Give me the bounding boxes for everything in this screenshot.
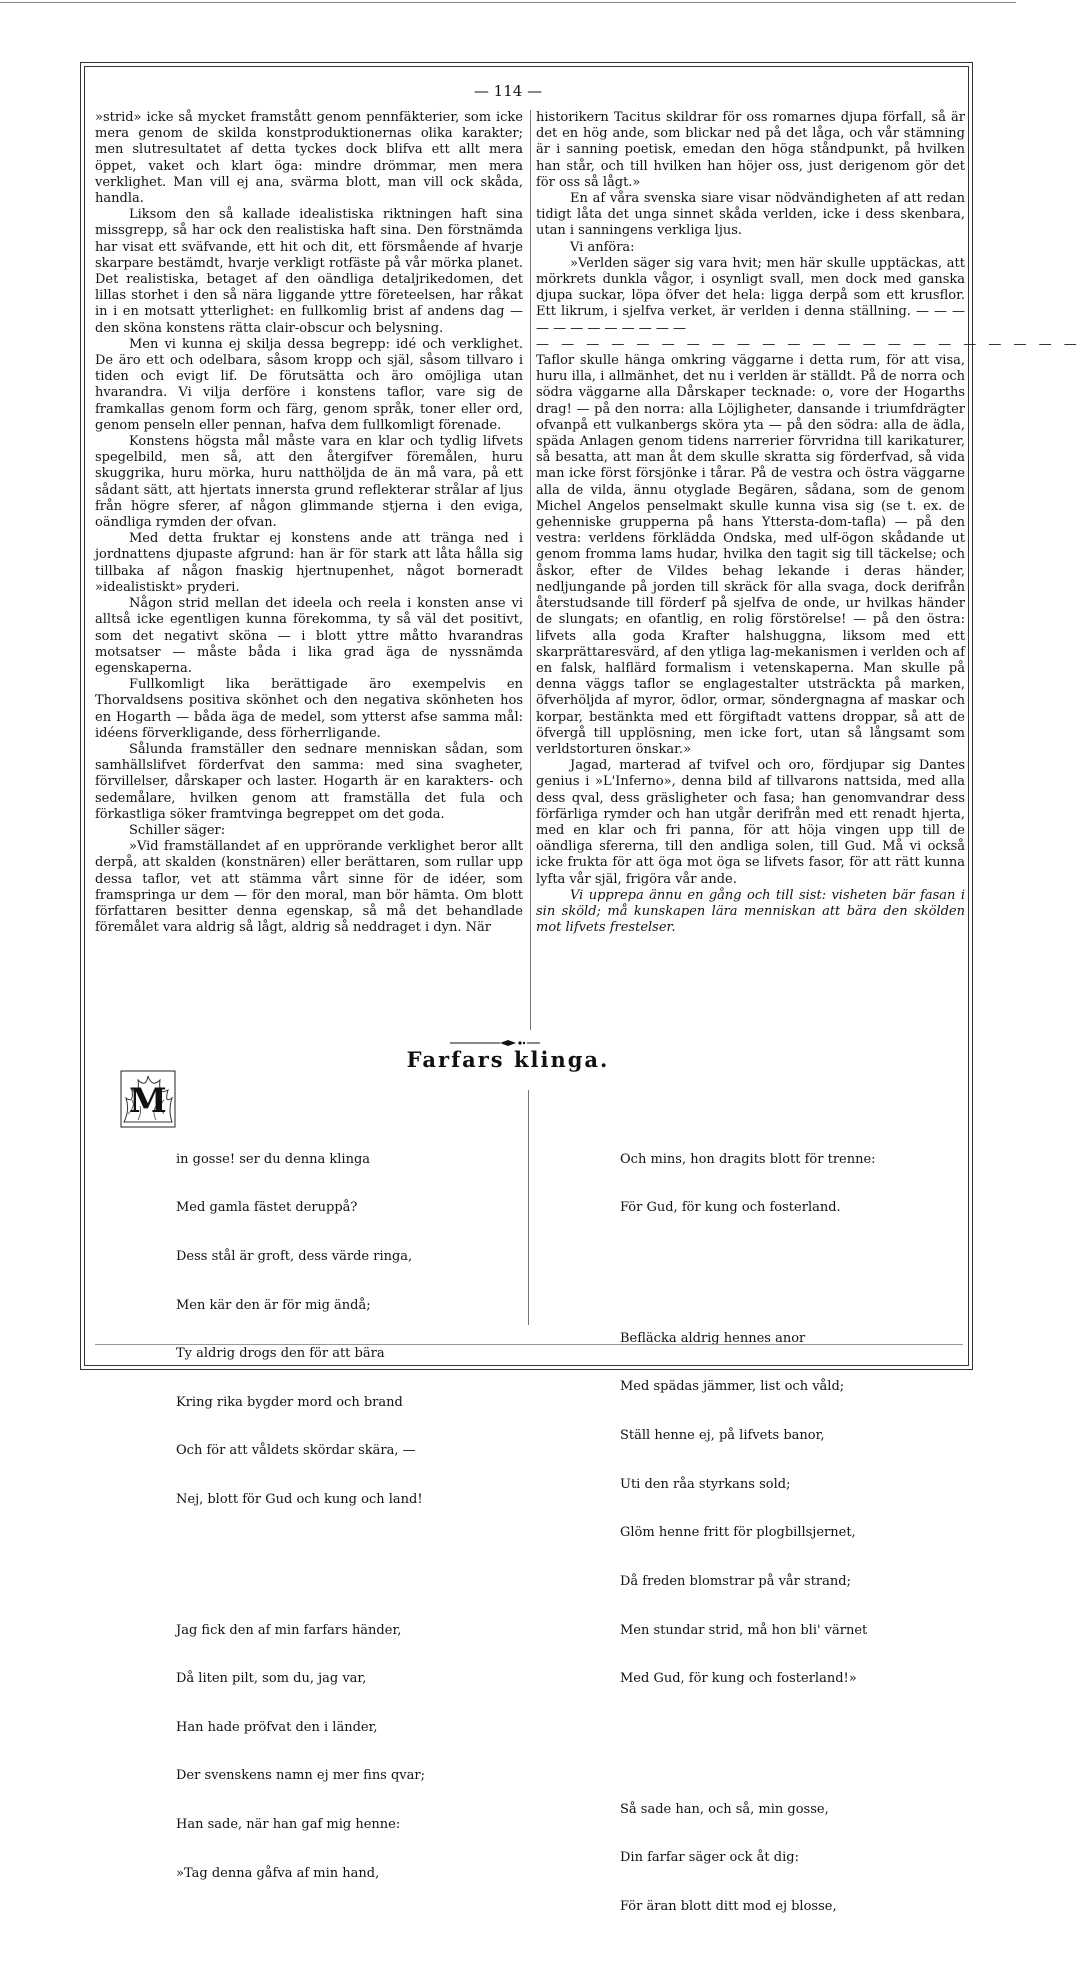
verse-line: Med Gud, för kung och fosterland!» [620, 1671, 857, 1687]
paragraph: »Vid framställandet af en upprörande verklighet beror allt derpå, att skalden (konstnären) eller berättaren, som rullar upp dessa taflor, vet att stämma vårt sinne för de idéer, som framspringa ur dem — för den moral, man bör hämta. Om blott författaren besitter denna egenskap, så må det behandlade föremålet vara aldrig så lågt, aldrig så neddraget i dyn. När [95, 839, 523, 936]
page-number: — 114 — [473, 82, 543, 100]
verse-line: Ställ henne ej, på lifvets banor, [620, 1428, 825, 1444]
verse-line: Och mins, hon dragits blott för trenne: [620, 1151, 876, 1167]
verse-line: Han sade, när han gaf mig henne: [176, 1816, 401, 1832]
paragraph: historikern Tacitus skildrar för oss romarnes djupa förfall, så är det en hög ande, som blickar ned på det låga, och vår stämning är i sanning poetisk, emedan den höga ståndpunkt, på hvilken han står, och till hvilken han höjer oss, just derigenom gör det för oss så lågt.» [536, 110, 965, 190]
verse-line: Med gamla fästet deruppå? [176, 1200, 358, 1216]
left-column [95, 110, 523, 936]
paragraph: »Verlden säger sig vara hvit; men här skulle upptäckas, att mörkrets dunkla vågor, i osynligt svall, men dock med ganska djupa suckar, löpa öfver det hela: ligga derpå som ett krusflor. Ett likrum, i sjelfva verket, är verlden i denna ställning. — — — — — — — — — — — — [536, 255, 965, 336]
verse-line: in gosse! ser du denna klinga [176, 1151, 371, 1167]
verse-line: »Tag denna gåfva af min hand, [176, 1865, 380, 1881]
verse-line: Kring rika bygder mord och brand [176, 1394, 403, 1410]
paragraph: Jagad, marterad af tvifvel och oro, fördjupar sig Dantes genius i »L'Inferno», denna bild af tillvarons nattsida, med alla dess qval, dess gräsligheter och fasa; han genomvandrar dess förfärliga rymder och han utgår derifrån med ett renadt hjerta, med en klar och fri panna, för att höja vingen upp till de oändliga sfererna, till den andliga solen, till Gud. Må vi också icke frukta för att öga mot öga se lifvets fasor, för att rätt kunna lyfta vår själ, frigöra vår ande. [536, 758, 965, 887]
verse-line: Jag fick den af min farfars händer, [176, 1622, 402, 1638]
dropcap-letter: M [129, 1081, 167, 1121]
verse-line: Då freden blomstrar på vår strand; [620, 1573, 851, 1589]
column-divider [530, 110, 531, 1030]
poem-left-column [176, 1087, 425, 1947]
stanza [620, 1298, 876, 1719]
poem-divider [528, 1090, 529, 1325]
verse-line: För Gud, för kung och fosterland. [620, 1200, 841, 1216]
bottom-rule [95, 1344, 963, 1345]
dash-separator: — — — — — — — — — — — — — — — — — — — — — — [536, 336, 1081, 352]
top-rule [0, 2, 1016, 3]
verse-line: Befläcka aldrig hennes anor [620, 1330, 806, 1346]
paragraph: Någon strid mellan det ideela och reela i konsten anse vi alltså icke egentligen kunna förekomma, ty så väl det positivt, som det negativt sköna — i blott yttre måtto hvarandras motsatser — måste båda i lika grad äga de nyssnämda egenskaperna. [95, 596, 523, 676]
paragraph: Vi anföra: [570, 239, 635, 255]
paragraph: Fullkomligt lika berättigade äro exempelvis en Thorvaldsens positiva skönhet och den negativa skönheten hos en Hogarth — båda äga de medel, som ytterst afse samma mål: idéens förverkligande, dess förherrligande. [95, 677, 523, 741]
verse-line: Så sade han, och så, min gosse, [620, 1801, 829, 1817]
poem-title: Farfars klinga. [406, 1047, 610, 1072]
verse-line: Han hade pröfvat den i länder, [176, 1719, 378, 1735]
paragraph: Konstens högsta mål måste vara en klar och tydlig lifvets spegelbild, men så, att den återgifver föremålen, huru skuggrika, huru mörka, huru natthöljda de än må vara, på ett sådant sätt, att hjertats innersta grund reflekterar strålar af ljus från högre sferer, af någon glimmande stjerna i den eviga, oändliga rymden der ofvan. [95, 434, 523, 531]
verse-line: Men kär den är för mig ändå; [176, 1297, 371, 1313]
verse-line: Med spädas jämmer, list och våld; [620, 1379, 845, 1395]
verse-line: Nej, blott för Gud och kung och land! [176, 1492, 423, 1508]
poem-right-column [620, 1087, 876, 1981]
verse-line: Men stundar strid, må hon bli' värnet [620, 1622, 868, 1638]
verse-line: Der svenskens namn ej mer fins qvar; [176, 1768, 425, 1784]
paragraph: Men vi kunna ej skilja dessa begrepp: idé och verklighet. De äro ett och odelbara, såsom kropp och själ, såsom tillvaro i tiden och evigt lif. De förutsätta och äro omöjliga utan hvarandra. Vi vilja derföre i konstens taflor, vare sig de framkallas genom form och färg, genom språk, toner eller ord, genom penseln eller pennan, hafva dem fullkomligt förenade. [95, 336, 523, 433]
paragraph: »strid» icke så mycket framstått genom pennfäkterier, som icke mera genom de skilda konstproduktionernas olika karakter; men slutresultatet af detta tyckes dock blifva ett allt mera öppet, vaket och klart öga: mindre drömmar, men mera verklighet. Man vill ej ana, svärma blott, man vill ock skåda, handla. [95, 110, 523, 207]
stanza [176, 1590, 425, 1914]
stanza [176, 1119, 425, 1540]
paragraph: Liksom den så kallade idealistiska riktningen haft sina missgrepp, så har ock den realistiska haft sina. Den förstnämda har visat ett sväfvande, ett hit och dit, ett försmående af hvarje skarpare bestämdt, hvarje verkligt rotfäste på vår mörka planet. Det realistiska, betaget af den oändliga detaljrikedomen, det lillas storhet i den så nära liggande yttre företeelsen, har råkat in i en motsatt ytterlighet: en fullkomlig brist af andens dag — den sköna konstens rätta clair-obscur och belysning. [95, 207, 523, 336]
verse-line: För äran blott ditt mod ej blosse, [620, 1898, 837, 1914]
paragraph: Med detta fruktar ej konstens ande att tränga ned i jordnattens djupaste afgrund: han är för stark att låta hålla sig tillbaka af någon fnaskig hjertnupenhet, något borneradt »idealistiskt» pryderi. [95, 531, 523, 595]
stanza [620, 1769, 876, 1947]
paragraph: Sålunda framställer den sednare menniskan sådan, som samhällslifvet förderfvat den samma: med sina svagheter, förvillelser, dårskaper och laster. Hogarth är en karakters- och sedemålare, hvilken genom att framställa det fula och förkastliga söker framtvinga begreppet om det goda. [95, 741, 523, 822]
paragraph: En af våra svenska siare visar nödvändigheten af att redan tidigt låta det unga sinnet skåda verlden, icke i dess skenbara, utan i sanningens verkliga ljus. [536, 191, 965, 239]
verse-line: Då liten pilt, som du, jag var, [176, 1671, 367, 1687]
verse-line: Ty aldrig drogs den för att bära [176, 1346, 385, 1362]
closing-paragraph: Vi upprepa ännu en gång och till sist: visheten bär fasan i sin sköld; må kunskapen lära menniskan att bära den skölden mot lifvets frestelser. [536, 887, 965, 936]
verse-line: Uti den råa styrkans sold; [620, 1476, 791, 1492]
paragraph: Schiller säger: [129, 822, 226, 838]
verse-line: Din farfar säger ock åt dig: [620, 1850, 799, 1866]
right-column [536, 110, 1081, 936]
verse-line: Dess stål är groft, dess värde ringa, [176, 1249, 413, 1265]
stanza [620, 1119, 876, 1249]
verse-line: Och för att våldets skördar skära, — [176, 1443, 416, 1459]
section-ornament [450, 1039, 570, 1047]
dropcap-ornament [120, 1070, 176, 1128]
paragraph: Taflor skulle hänga omkring väggarne i detta rum, för att visa, huru illa, i allmänhet, det nu i verlden är ställdt. På de norra och södra väggarne alla Dårskaper tecknade: o, vore der Hogarths drag! — på den norra: alla Löjligheter, dansande i triumfdrägter ofvanpå ett vulkanbergs sköra yta — på den södra: alla de ädla, späda Anlagen genom tidens narrerier förvridna till karikaturer, så besatta, att man åt dem skulle skratta sig förderfvad, så vida man icke först försjönke i tårar. På de vestra och östra väggarne alla de vilda, ännu otyglade Begären, sådana, som de genom Michel Angelos penselmakt skulle kunna visa sig (se t. ex. de gehenniske grupperna på hans Yttersta-dom-tafla) — på den vestra: verldens förklädda Ondska, med ulf-ögon skådande ut genom fromma lams hudar, hvilka den tagit sig till täckelse; och åskor, efter de Vildes behag lekande i deras händer, nedljungande på jorden till skräck för alla svaga, dock derifrån återstudsande till förderf på sjelfva de onde, ur hvilkas händer de slungats; en ofantlig, en rolig förstörelse! — på den östra: lifvets alla goda Krafter halshuggna, liksom med ett skarprättaresvärd, af den ytliga lag-mekanismen i verlden och af en falsk, halflärd formalism i vetenskaperna. Man skulle på denna väggs taflor se englagestalter utsträckta på marken, öfverhöljda af myror, ödlor, ormar, söndergnagna af maskar och korpar, bestänkta med ett förgiftadt vattens droppar, så att de öfvergå till upplösning, men icke fort, utan så långsamt som verldstorturen önskar.» [536, 353, 965, 757]
verse-line: Glöm henne fritt för plogbillsjernet, [620, 1525, 856, 1541]
